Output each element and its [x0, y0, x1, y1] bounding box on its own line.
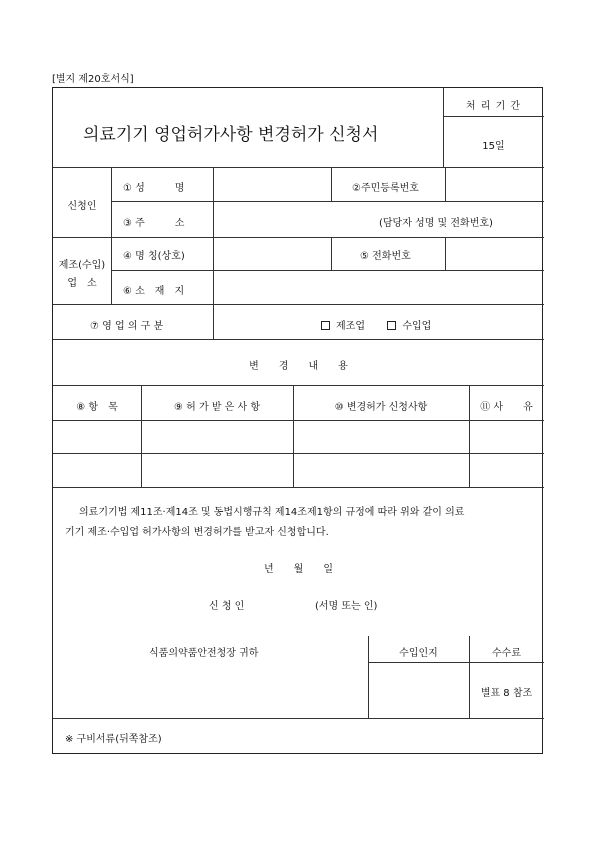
import-checkbox[interactable]	[387, 321, 396, 330]
change-row-2-reason[interactable]	[470, 454, 543, 486]
change-row-1-permitted[interactable]	[142, 421, 292, 452]
change-row-1-item[interactable]	[54, 421, 140, 452]
manufacture-checkbox[interactable]	[321, 321, 330, 330]
name-field[interactable]	[214, 168, 330, 200]
manufacture-option-label: 제조업	[336, 321, 365, 332]
business-type-options	[321, 317, 431, 332]
signature-note: (서명 또는 인)	[315, 601, 378, 612]
processing-period-value: 15일	[482, 141, 505, 152]
processing-period-label: 처 리 기 간	[465, 101, 522, 112]
col-reason-header: ⑪ 사 유	[480, 402, 533, 413]
location-field[interactable]	[214, 271, 543, 303]
change-row-1-reason[interactable]	[470, 421, 543, 452]
business-group-label-1: 제조(수입)	[58, 260, 106, 271]
contact-note: (담당자 성명 및 전화번호)	[379, 218, 493, 229]
form-tag: [별지 제20호서식]	[52, 74, 134, 85]
address-label: ③ 주 소	[123, 218, 185, 229]
phone-field[interactable]	[446, 238, 543, 269]
business-type-label: ⑦ 영 업 의 구 분	[90, 321, 164, 332]
name-label: ① 성 명	[123, 183, 185, 194]
import-option-label: 수입업	[402, 321, 432, 332]
addressee: 식품의약품안전청장 귀하	[149, 648, 259, 659]
revenue-stamp-label: 수입인지	[399, 648, 438, 659]
phone-label: ⑤ 전화번호	[360, 251, 411, 262]
business-group-label-2: 업 소	[67, 278, 97, 289]
resident-number-field[interactable]	[446, 168, 543, 200]
col-permitted-header: ⑨ 허 가 받 은 사 항	[174, 402, 260, 413]
revenue-stamp-box[interactable]	[369, 663, 468, 717]
business-name-field[interactable]	[214, 238, 330, 269]
change-row-2-item[interactable]	[54, 454, 140, 486]
fee-value: 별표 8 참조	[480, 688, 533, 699]
applicant-group-label: 신청인	[67, 201, 97, 212]
signer-label: 신 청 인	[209, 601, 245, 612]
date-line: 년 월 일	[264, 564, 333, 575]
business-name-label: ④ 명 칭(상호)	[123, 251, 185, 262]
location-label: ⑥ 소 재 지	[123, 286, 185, 297]
required-documents-note: ※ 구비서류(뒤쪽참조)	[65, 734, 162, 745]
change-row-2-permitted[interactable]	[142, 454, 292, 486]
form-title: 의료기기 영업허가사항 변경허가 신청서	[83, 125, 379, 145]
change-row-1-requested[interactable]	[294, 421, 468, 452]
col-item-header: ⑧ 항 목	[76, 402, 118, 413]
statement-line-2: 기기 제조·수입업 허가사항의 변경허가를 받고자 신청합니다.	[65, 527, 329, 538]
col-requested-header: ⑩ 변경허가 신청사항	[334, 402, 428, 413]
change-section-title: 변 경 내 용	[249, 361, 348, 372]
change-row-2-requested[interactable]	[294, 454, 468, 486]
fee-label: 수수료	[492, 648, 521, 659]
statement-line-1: 의료기기법 제11조·제14조 및 동법시행규칙 제14조제1항의 규정에 따라 위와 같이 의료	[79, 507, 465, 518]
application-form	[52, 87, 543, 754]
resident-number-label: ②주민등록번호	[352, 183, 419, 194]
